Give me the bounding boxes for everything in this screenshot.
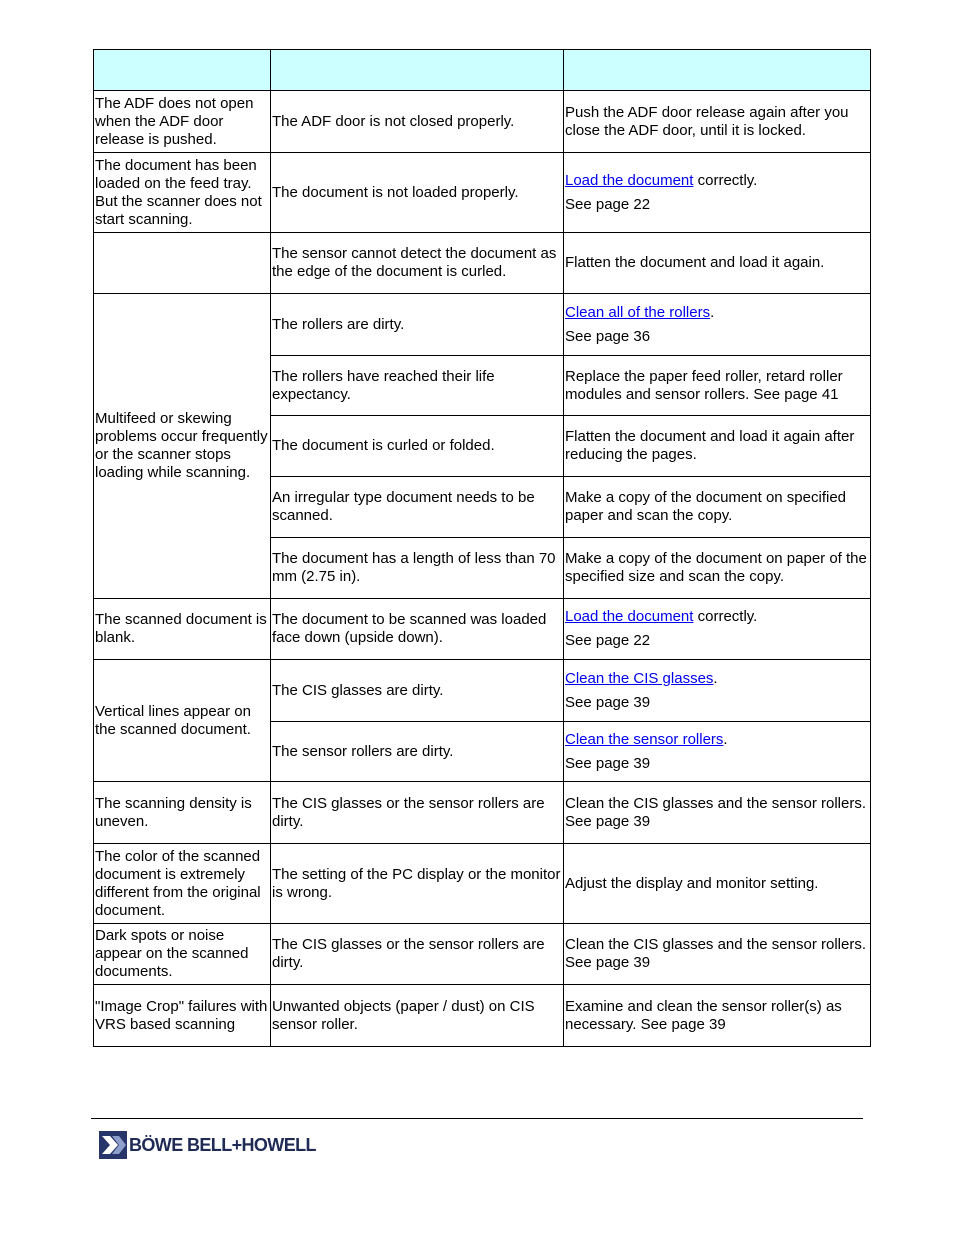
page-reference: See page 36 [565, 327, 651, 345]
cause-cell: The sensor rollers are dirty. [271, 722, 564, 782]
clean-sensor-rollers-link[interactable]: Clean the sensor rollers [565, 730, 724, 748]
solution-cell: Clean the CIS glasses and the sensor rollers. See page 39 [564, 782, 871, 844]
cause-cell: The rollers are dirty. [271, 294, 564, 356]
solution-cell [564, 294, 871, 356]
problem-cell: The color of the scanned document is extremely different from the original document. [94, 844, 271, 924]
solution-cell: Flatten the document and load it again. [564, 233, 871, 294]
problem-cell: The scanning density is uneven. [94, 782, 271, 844]
cause-cell: The rollers have reached their life expectancy. [271, 356, 564, 416]
problem-cell: "Image Crop" failures with VRS based scanning [94, 985, 271, 1047]
page-reference: See page 22 [565, 632, 651, 649]
table-row [94, 844, 871, 924]
header-cell [564, 50, 871, 91]
table-row [94, 91, 871, 153]
load-document-link[interactable]: Load the document [565, 171, 694, 189]
problem-cell: Vertical lines appear on the scanned document. [94, 660, 271, 782]
table-row [94, 985, 871, 1047]
cause-cell: The CIS glasses or the sensor rollers are dirty. [271, 924, 564, 985]
header-cell [271, 50, 564, 91]
cause-cell: The document is not loaded properly. [271, 153, 564, 233]
solution-cell: Replace the paper feed roller, retard roller modules and sensor rollers. See page 41 [564, 356, 871, 416]
cause-cell: The ADF door is not closed properly. [271, 91, 564, 153]
problem-cell: The ADF does not open when the ADF door release is pushed. [94, 91, 271, 153]
header-cell [94, 50, 271, 91]
solution-text: . [710, 303, 715, 321]
solution-cell: Examine and clean the sensor roller(s) as necessary. See page 39 [564, 985, 871, 1047]
load-document-link[interactable]: Load the document [565, 608, 694, 625]
solution-cell [564, 660, 871, 722]
solution-cell [564, 599, 871, 660]
footer-logo [99, 1131, 316, 1159]
solution-text: . [713, 669, 718, 687]
cause-cell: The setting of the PC display or the monitor is wrong. [271, 844, 564, 924]
table-row [94, 233, 871, 294]
cause-cell: The CIS glasses or the sensor rollers are dirty. [271, 782, 564, 844]
solution-cell: Make a copy of the document on specified paper and scan the copy. [564, 477, 871, 538]
cause-cell: The document is curled or folded. [271, 416, 564, 477]
table-header-row [94, 50, 871, 91]
problem-cell: The scanned document is blank. [94, 599, 271, 660]
footer-divider [91, 1118, 863, 1119]
solution-cell: Make a copy of the document on paper of the specified size and scan the copy. [564, 538, 871, 599]
solution-text: correctly. [693, 608, 758, 625]
solution-cell [564, 153, 871, 233]
table-row [94, 294, 871, 356]
clean-cis-glasses-link[interactable]: Clean the CIS glasses [565, 669, 714, 687]
solution-cell: Flatten the document and load it again after reducing the pages. [564, 416, 871, 477]
solution-cell: Adjust the display and monitor setting. [564, 844, 871, 924]
page-reference: See page 39 [565, 754, 651, 772]
cause-cell: An irregular type document needs to be scanned. [271, 477, 564, 538]
cause-cell: The CIS glasses are dirty. [271, 660, 564, 722]
page-reference: See page 39 [565, 693, 651, 711]
troubleshooting-table [93, 49, 871, 1047]
problem-cell: Multifeed or skewing problems occur frequently or the scanner stops loading while scanning. [94, 294, 271, 599]
page-reference: See page 22 [565, 195, 651, 213]
problem-cell: Dark spots or noise appear on the scanned documents. [94, 924, 271, 985]
table-row [94, 782, 871, 844]
cause-cell: The document has a length of less than 70 mm (2.75 in). [271, 538, 564, 599]
cause-cell: The document to be scanned was loaded face down (upside down). [271, 599, 564, 660]
table-row [94, 599, 871, 660]
bowe-bell-howell-logo-icon [99, 1131, 127, 1159]
solution-text: correctly. [693, 171, 758, 189]
solution-cell [564, 722, 871, 782]
table-row [94, 153, 871, 233]
cause-cell: Unwanted objects (paper / dust) on CIS sensor roller. [271, 985, 564, 1047]
logo-wordmark: BÖWE BELL+HOWELL [129, 1134, 316, 1155]
table-row [94, 660, 871, 722]
problem-cell: The document has been loaded on the feed tray. But the scanner does not start scanning. [94, 153, 271, 233]
problem-cell [94, 233, 271, 294]
solution-cell: Push the ADF door release again after you close the ADF door, until it is locked. [564, 91, 871, 153]
cause-cell: The sensor cannot detect the document as the edge of the document is curled. [271, 233, 564, 294]
table-row [94, 924, 871, 985]
clean-rollers-link[interactable]: Clean all of the rollers [565, 303, 711, 321]
solution-cell: Clean the CIS glasses and the sensor rollers. See page 39 [564, 924, 871, 985]
solution-text: . [723, 730, 728, 748]
